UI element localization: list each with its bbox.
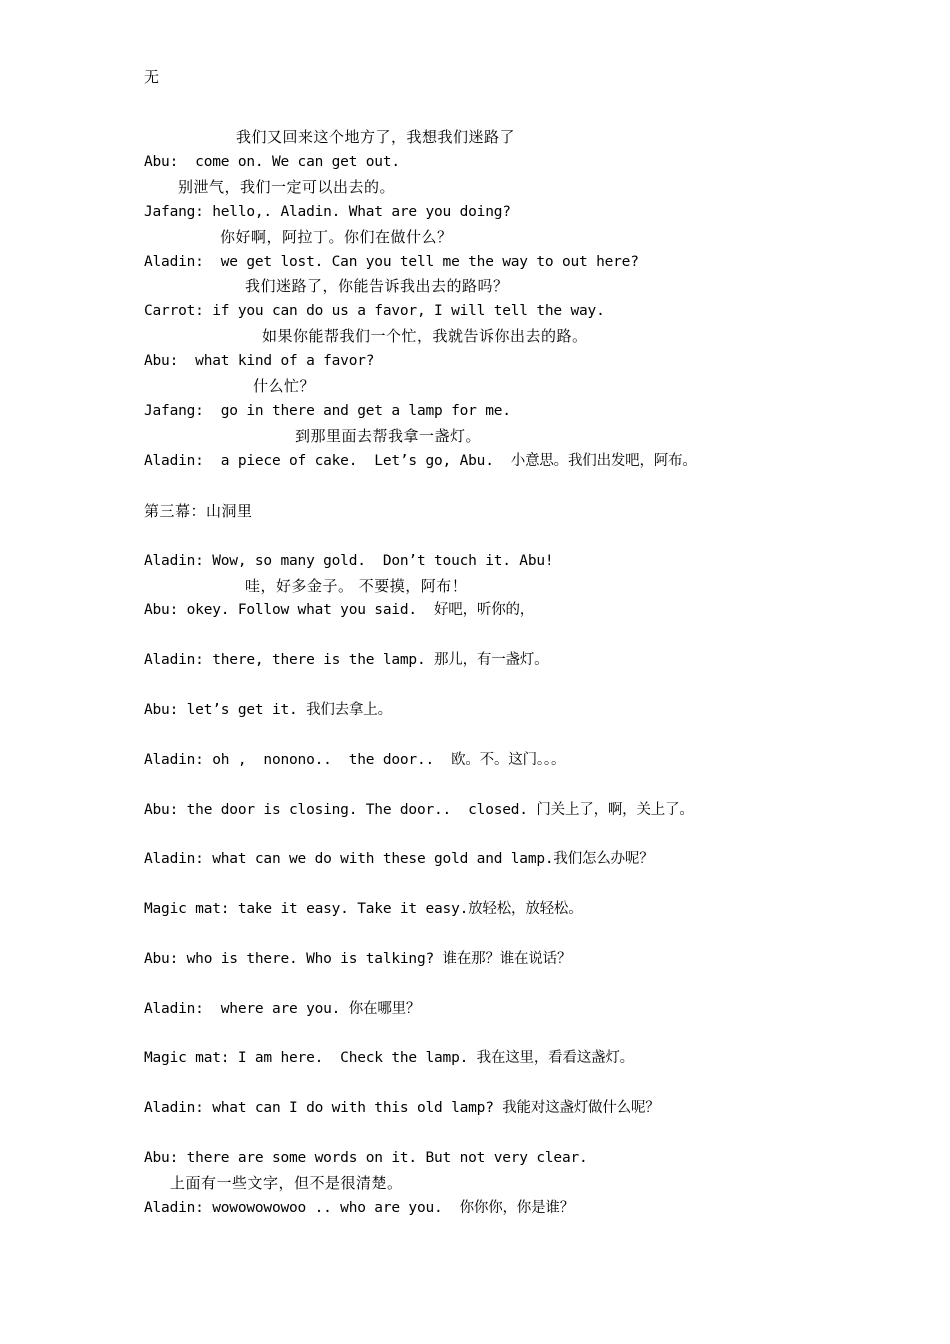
script-line: Abu: let’s get it. 我们去拿上。 <box>144 702 392 718</box>
script-line: Abu: what kind of a favor? <box>144 353 375 369</box>
scene-heading: 第三幕：山洞里 <box>144 502 253 520</box>
script-line: Abu: the door is closing. The door.. closed. 门关上了，啊，关上了。 <box>144 802 694 818</box>
script-line: 哇，好多金子。 不要摸，阿布！ <box>245 577 468 595</box>
script-line: Jafang: go in there and get a lamp for me. <box>144 403 511 419</box>
script-line: Abu: there are some words on it. But not very clear. <box>144 1150 588 1166</box>
script-line: Magic mat: take it easy. Take it easy.放轻松，放轻松。 <box>144 901 583 917</box>
script-line: Aladin: we get lost. Can you tell me the way to out here? <box>144 254 639 270</box>
script-line: Magic mat: I am here. Check the lamp. 我在这里，看看这盏灯。 <box>144 1050 634 1066</box>
script-line: 如果你能帮我们一个忙，我就告诉你出去的路。 <box>262 327 588 345</box>
script-line: 我们迷路了，你能告诉我出去的路吗？ <box>245 277 509 295</box>
script-line: Aladin: what can we do with these gold and lamp.我们怎么办呢？ <box>144 851 654 867</box>
script-line: 到那里面去帮我拿一盏灯。 <box>295 427 482 445</box>
script-line: Abu: who is there. Who is talking? 谁在那？谁在说话？ <box>144 951 572 967</box>
page-header: 无 <box>144 68 160 86</box>
script-line: Aladin: wowowowowoo .. who are you. 你你你，你是谁？ <box>144 1200 574 1216</box>
script-line: 别泄气，我们一定可以出去的。 <box>178 178 396 196</box>
script-line: 你好啊，阿拉丁。你们在做什么？ <box>220 228 453 246</box>
script-line: Aladin: where are you. 你在哪里？ <box>144 1001 421 1017</box>
script-line: Jafang: hello,. Aladin. What are you doing? <box>144 204 511 220</box>
script-line: 我们又回来这个地方了，我想我们迷路了 <box>236 128 516 146</box>
script-line: Abu: okey. Follow what you said. 好吧，听你的， <box>144 602 535 618</box>
script-line: Aladin: Wow, so many gold. Don’t touch it. Abu! <box>144 553 554 569</box>
script-line: Abu: come on. We can get out. <box>144 154 400 170</box>
script-line: Carrot: if you can do us a favor, I will tell the way. <box>144 303 605 319</box>
script-line: 什么忙？ <box>253 377 316 395</box>
script-line: Aladin: what can I do with this old lamp? 我能对这盏灯做什么呢？ <box>144 1100 660 1116</box>
script-line: Aladin: a piece of cake. Let’s go, Abu. 小意思。我们出发吧，阿布。 <box>144 453 697 469</box>
script-line: Aladin: oh , nonono.. the door.. 欧。不。这门。。。 <box>144 752 566 768</box>
script-line: 上面有一些文字，但不是很清楚。 <box>170 1174 403 1192</box>
script-line: Aladin: there, there is the lamp. 那儿，有一盏灯。 <box>144 652 549 668</box>
